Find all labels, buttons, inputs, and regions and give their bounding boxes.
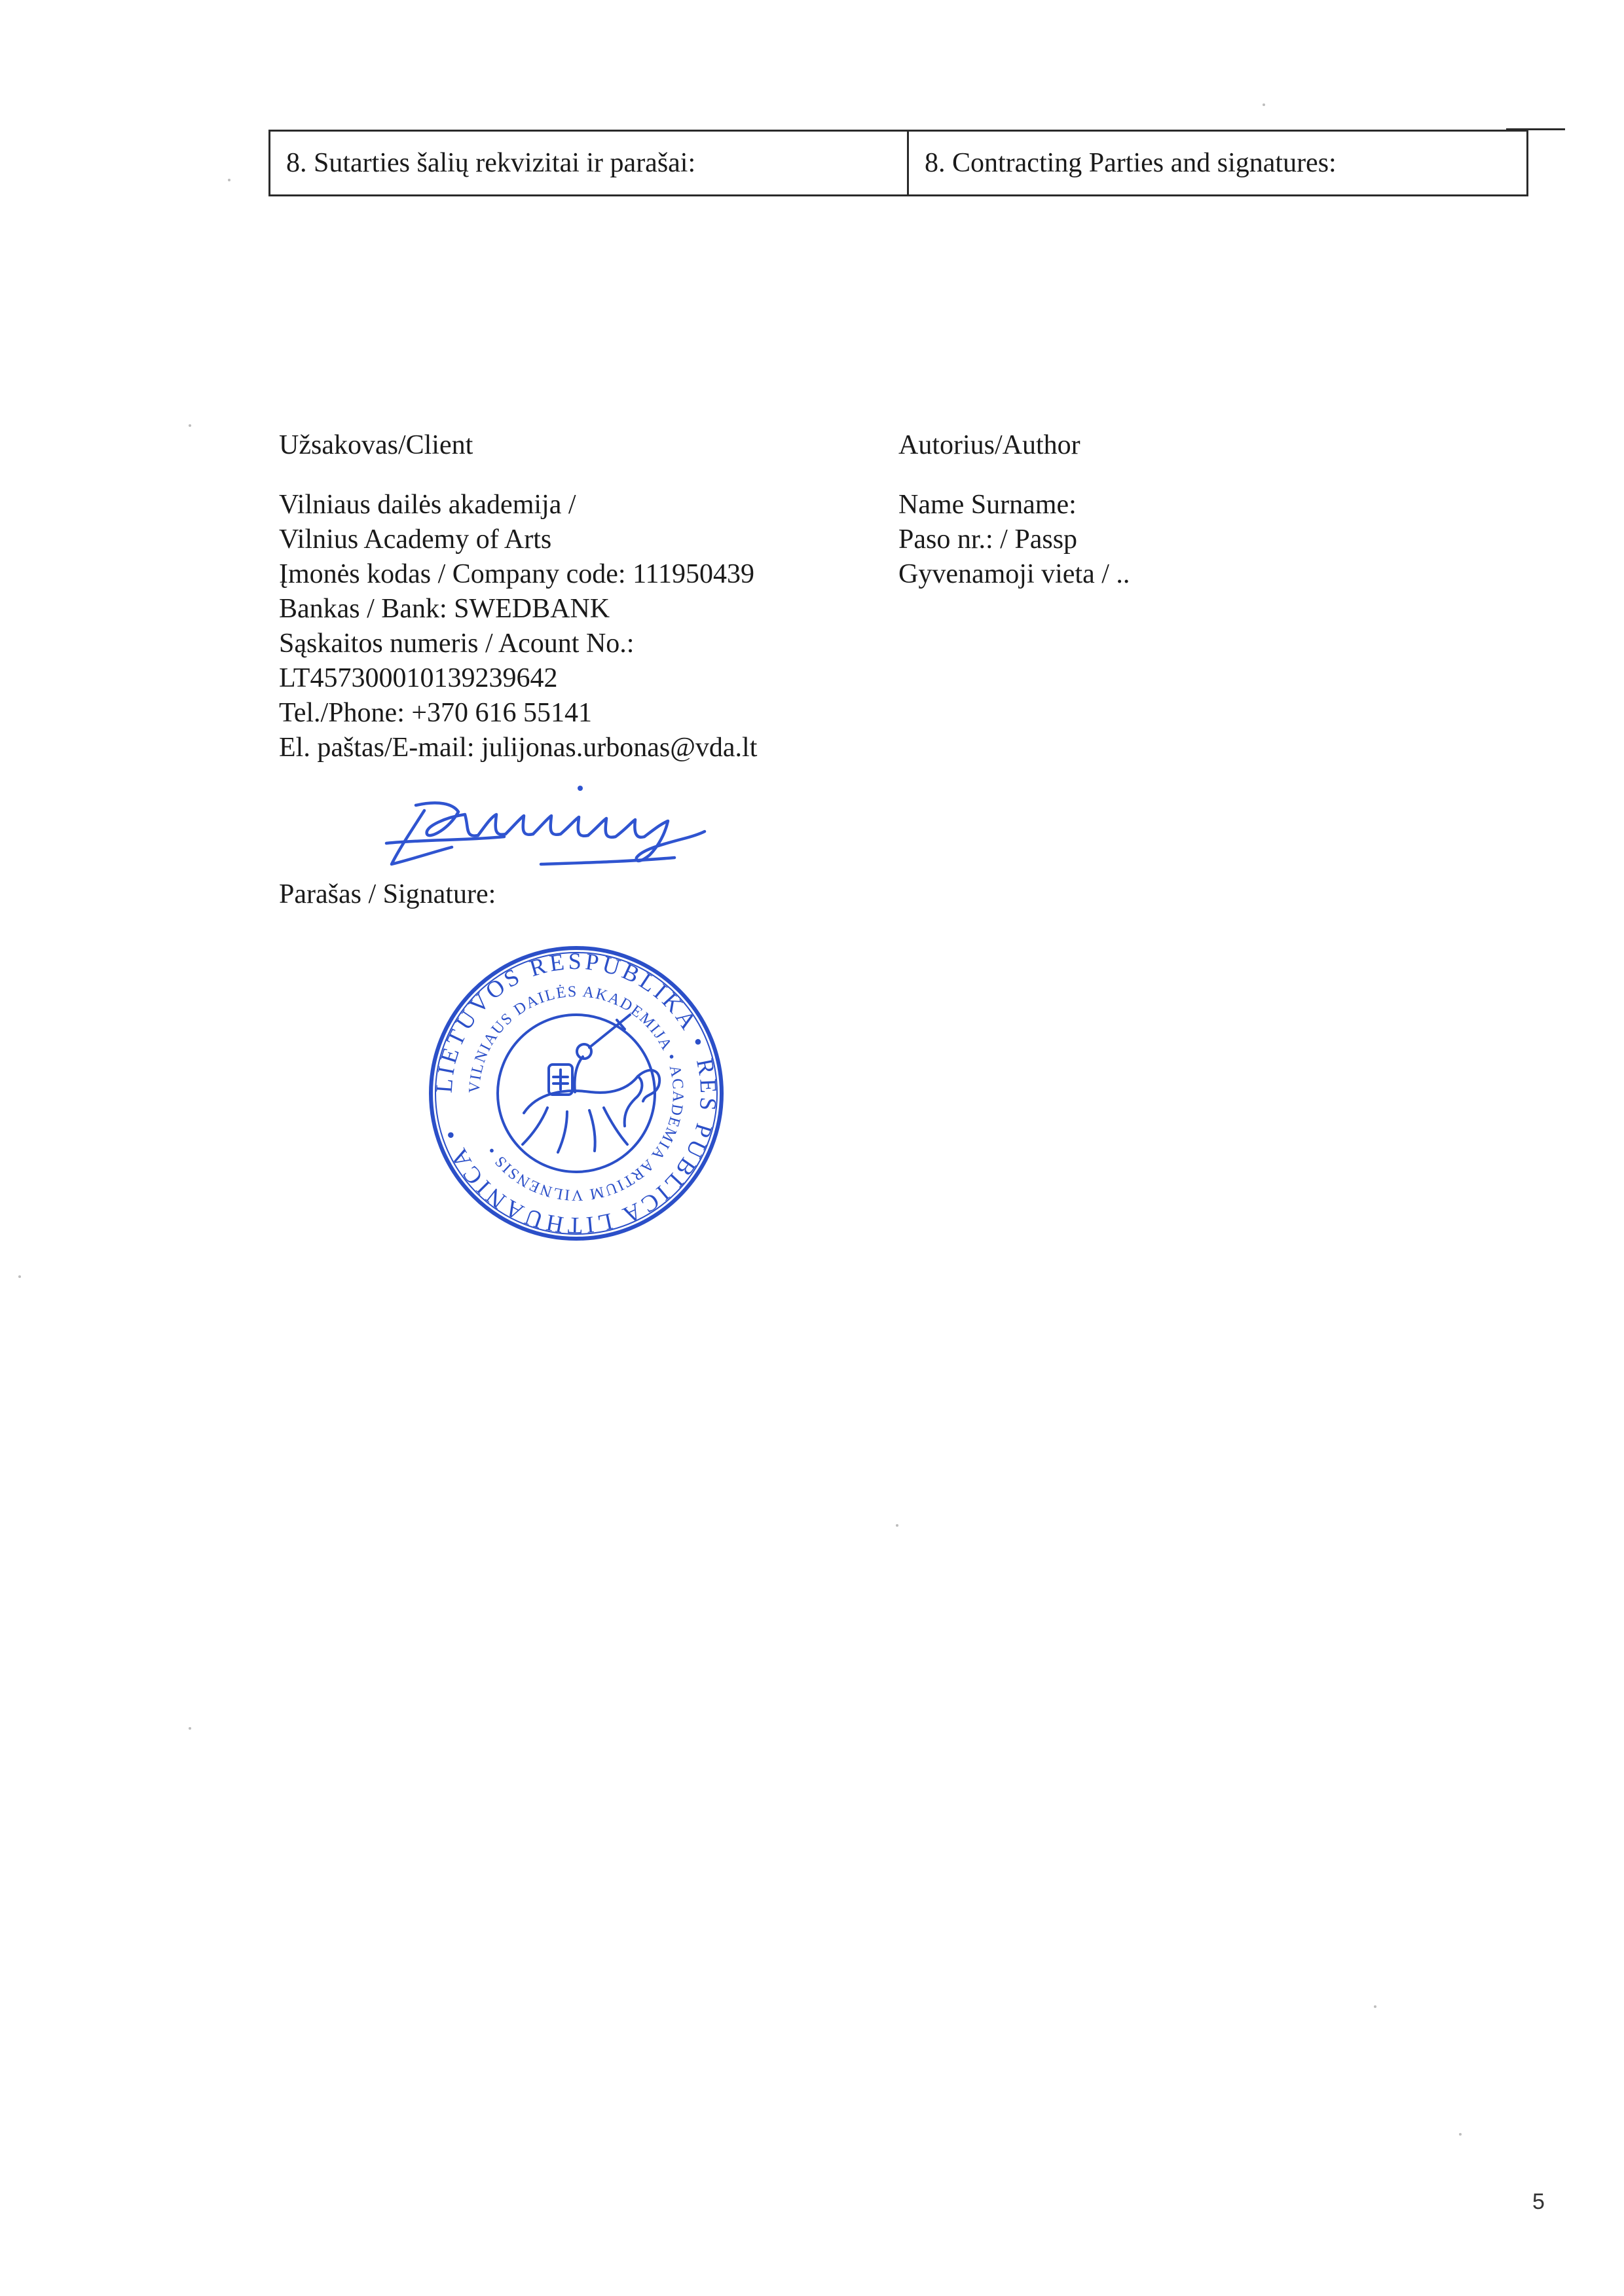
page-number: 5 bbox=[1532, 2189, 1545, 2214]
section-header-table bbox=[268, 130, 1528, 196]
signature-label: Parašas / Signature: bbox=[279, 879, 496, 909]
client-line: Sąskaitos numeris / Acount No.: bbox=[279, 629, 635, 659]
client-line: Vilnius Academy of Arts bbox=[279, 524, 552, 555]
author-details bbox=[898, 428, 1154, 592]
client-line: Įmonės kodas / Company code: 111950439 bbox=[279, 559, 754, 589]
academy-seal bbox=[419, 936, 733, 1250]
author-line: Paso nr.: / Passp bbox=[898, 524, 1078, 555]
client-line: LT457300010139239642 bbox=[279, 663, 558, 693]
author-line: Name Surname: bbox=[898, 490, 1077, 520]
vytis-knight-icon bbox=[523, 1015, 659, 1152]
client-line: Vilniaus dailės akademija / bbox=[279, 490, 576, 520]
seal-inner-text: VILNIAUS DAILĖS AKADEMIJA • ACADEMIA ARTIUM VILNENSIS • bbox=[466, 983, 687, 1204]
client-heading: Užsakovas/Client bbox=[279, 430, 473, 460]
client-line: Tel./Phone: +370 616 55141 bbox=[279, 698, 593, 728]
client-line: Bankas / Bank: SWEDBANK bbox=[279, 594, 610, 624]
client-line: El. paštas/E-mail: julijonas.urbonas@vda.lt bbox=[279, 733, 758, 763]
author-heading: Autorius/Author bbox=[898, 430, 1080, 460]
section-title-lt: 8. Sutarties šalių rekvizitai ir parašai: bbox=[270, 131, 908, 196]
client-details bbox=[279, 428, 868, 765]
seal-outer-text: LIETUVOS RESPUBLIKA • RES PUBLICA LITHUANICA • bbox=[430, 947, 722, 1239]
author-line: Gyvenamoji vieta / .. bbox=[898, 559, 1130, 589]
section-title-en: 8. Contracting Parties and signatures: bbox=[908, 131, 1528, 196]
handwritten-signature bbox=[367, 766, 760, 877]
